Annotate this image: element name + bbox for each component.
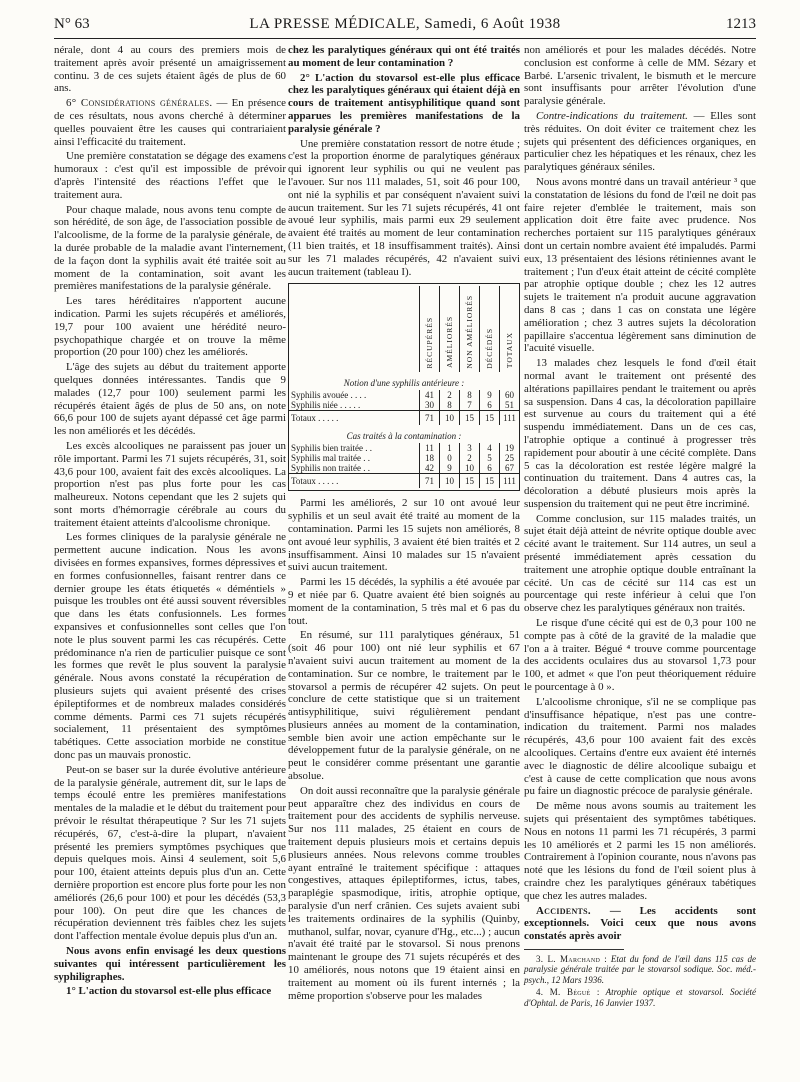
table-cell: 4	[480, 443, 500, 453]
paragraph: Pour chaque malade, nous avons tenu compte de son hérédité, de son âge, de l'association possible de l'alcoolisme, de la forme de la paralysie générale, de la durée probable de la maladie avant l'internement, de la façon dont la syphilis avait été traitée soit au moment de la contamination, soit avant les premières manifestations de la paralysie générale.	[54, 203, 286, 293]
table-cell: 10	[440, 411, 460, 426]
page-header	[54, 16, 756, 38]
table-cell: 5	[480, 453, 500, 463]
section-accidents	[524, 905, 756, 943]
table-cell: 15	[480, 411, 500, 426]
column-header: TOTAUX	[504, 332, 514, 369]
header-rule	[54, 38, 756, 39]
table-cell: 10	[460, 463, 480, 474]
table-cell: 71	[420, 474, 440, 489]
table-total-row	[289, 474, 519, 489]
table-cell: 67	[500, 463, 520, 474]
table-cell: 6	[480, 400, 500, 411]
paragraph: Les tares héréditaires n'apportent aucune indication. Parmi les sujets récupérés et améliorés, 19,7 pour 100 avaient une hérédité neuro-psychopathique chargée et on trouve la même proportion (20 pour 100) chez les améliorés.	[54, 295, 286, 359]
paragraph: Les formes cliniques de la paralysie générale ne permettent aucune indication. Nous les avons divisées en formes expansives, formes dépressives et en formes confusionnelles, faisant rentrer dans ce dernier groupe les états étiquetés « déméntiels » puisque les troubles ont été aussi souvent réversibles que dans les états confusionnels. Les formes expansives et confusionnelles sont celles que l'on note le plus souvent parmi les cas récupérés. Cette prédominance n'a rien de particulier puisque ce sont les formes que revêt le plus souvent la paralysie générale. Nous avons constaté la récupération de plusieurs sujets qui avaient présenté des crises épileptiformes et de nombreux malades considérés comme déments. Parmi ces 71 sujets récupérés socialement, 11 présentaient des symptômes tabétiques. Cette association morbide ne constitue donc pas un mauvais pronostic.	[54, 531, 286, 762]
row-label: Syphilis mal traitée . .	[291, 453, 370, 464]
paragraph: Les excès alcooliques ne paraissent pas jouer un rôle important. Parmi les 71 sujets récupérés, 31, soit 43,6 pour 100, avaient fait des excès alcooliques. La proportion n'est pas plus forte pour les cas malheureux. Notons cependant que les 2 sujets qui sont morts d'hémorragie cérébrale au cours du traitement étaient atteints d'alcoolisme chronique.	[54, 439, 286, 529]
footnote-4	[524, 987, 756, 1008]
section-contraindications	[524, 110, 756, 174]
row-label: Syphilis avouée . . . .	[291, 390, 367, 401]
paragraph: En résumé, sur 111 paralytiques généraux, 51 (soit 46 pour 100) ont nié leur syphilis et 67 n'avaient suivi aucun traitement au moment de la contamination. Sur ce nombre, le traitement par le stovarsol a permis de récupérer 42 sujets. On peut conclure de cette statistique que si un traitement antisyphilitique, suivi régulièrement pendant plusieurs années au moment de la contamination, semble bien avoir une action empêchante sur le développement futur de la paralysie générale, on ne peut le considérer comme présentant une garantie absolue.	[288, 629, 520, 783]
column-header: DÉCÉDÉS	[484, 327, 494, 369]
table-section-row	[289, 372, 519, 390]
paragraph: 1° L'action du stovarsol est-elle plus efficace	[66, 985, 272, 998]
row-label: Totaux . . . . .	[289, 474, 420, 489]
table-cell: 51	[500, 400, 520, 411]
paragraph: chez les paralytiques généraux qui ont été traités au moment de leur contamination ?	[288, 44, 520, 69]
table-cell: 15	[480, 474, 500, 489]
table-cell: 42	[420, 463, 440, 474]
table-cell: 15	[460, 411, 480, 426]
footnote-author: 4. M. Bégué :	[536, 987, 600, 998]
footnote-text: Etat du fond de l'œil dans 115 cas de paralysie générale traitée par le stovarsol sodique. Soc. méd.-psych., 12 Mars 1936.	[524, 953, 756, 985]
issue-number: N° 63	[54, 16, 90, 32]
table-row	[289, 400, 519, 411]
table-cell: 60	[500, 390, 520, 400]
table-cell: 9	[440, 463, 460, 474]
table-cell: 18	[420, 453, 440, 463]
page-number: 1213	[726, 16, 756, 32]
table-cell: 2	[460, 453, 480, 463]
paragraph: L'âge des sujets au début du traitement apporte quelques données intéressantes. Tandis que 9 malades (12,7 pour 100) seulement parmi les récupérés étaient âgés de plus de 50 ans, on note 66,6 pour 100 de sujets ayant dépassé cet âge parmi les non améliorés et les décédés.	[54, 361, 286, 438]
results-table	[288, 283, 520, 491]
footnote-text: Atrophie optique et stovarsol. Société d'Ophtal. de Paris, 16 Janvier 1937.	[524, 987, 756, 1008]
section-heading: Contre-indications du traitement.	[536, 109, 688, 122]
table-cell: 15	[460, 474, 480, 489]
table-cell: 3	[460, 443, 480, 453]
paragraph: 2° L'action du stovarsol est-elle plus efficace chez les paralytiques généraux qui étaient déjà en cours de traitement antisyphilitique quand sont apparues les premières manifestations de la paralysie générale ?	[288, 71, 520, 135]
paragraph: nérale, dont 4 au cours des premiers mois de traitement après avoir présenté un amaigrissement continu. 3 de ces sujets étaient âgés de plus de 60 ans.	[54, 44, 286, 95]
section-text: — Elles sont très réduites. On doit éviter ce traitement chez les sujets qui présentent des déficiences organiques, en particulier chez les hépatiques et les rénaux, chez les paralytiques généraux séniles.	[524, 109, 756, 174]
row-label: Totaux . . . . .	[289, 411, 420, 426]
paragraph: Nous avons enfin envisagé les deux questions suivantes qui intéressent particulièrement les syphiligraphes.	[54, 944, 286, 983]
journal-title: LA PRESSE MÉDICALE, Samedi, 6 Août 1938	[249, 16, 561, 32]
paragraph: De même nous avons soumis au traitement les sujets qui présentaient des symptômes tabétiques. Nous en notons 11 parmi les 71 récupérés, 3 parmi les 10 améliorés et 2 parmi les 15 non améliorés. Contrairement à l'opinion courante, nous n'avons pas noté que les lésions du fond de l'œil soient plus à craindre chez les paralytiques généraux tabétiques que chez les autres malades.	[524, 800, 756, 902]
table-section-title: Cas traités à la contamination :	[346, 431, 462, 442]
column-3	[524, 44, 756, 1010]
table-cell: 2	[440, 390, 460, 400]
table-cell: 41	[420, 390, 440, 400]
footnote-divider	[524, 949, 624, 950]
table-cell: 11	[420, 443, 440, 453]
table-cell: 6	[480, 463, 500, 474]
footnote-3	[524, 954, 756, 986]
section-text: — Les accidents sont exceptionnels. Voici ceux que nous avons constatés après avoir	[524, 904, 756, 943]
table-cell: 1	[440, 443, 460, 453]
row-label: Syphilis bien traitée . .	[291, 443, 372, 454]
table-cell: 9	[480, 390, 500, 400]
section-text: — En présence de ces résultats, nous avons cherché à déterminer quelles pouvaient être les causes qui contrariaient ainsi l'efficacité du traitement.	[54, 97, 286, 148]
table-header-row	[289, 286, 519, 372]
table-row	[289, 463, 519, 474]
paragraph: Une première constatation se dégage des examens humoraux : c'est qu'il est impossible de prévoir d'après l'intensité des réactions l'effet que le traitement aura.	[54, 150, 286, 201]
paragraph: Peut-on se baser sur la durée évolutive antérieure de la paralysie générale, autrement dit, sur le laps de temps écoulé entre les premières manifestations mentales de la maladie et le début du traitement pour prévoir le résultat thérapeutique ? Sur les 71 sujets récupérés, 67, c'est-à-dire la plupart, n'avaient présenté les premiers symptômes psychiques que depuis quelques mois. Ainsi 4 seulement, soit 5,6 pour 100, étaient atteints depuis plus d'un an. Cette dernière proportion est encore plus forte pour les non améliorés (26,6 pour 100) et pour les décédés (53,3 pour 100). On peut dire que les chances de récupération deviennent très faibles chez les sujets dont l'affection mentale évolue depuis plus d'un an.	[54, 763, 286, 943]
row-label: Syphilis non traitée . .	[291, 463, 370, 474]
column-2	[288, 44, 520, 1004]
paragraph: L'alcoolisme chronique, s'il ne se complique pas d'insuffisance hépatique, n'est pas une contre-indication du traitement. Parmi nos malades récupérés, 43,6 pour 100 avaient fait des excès alcooliques. Certains d'entre eux avaient été internés avec le diagnostic de délire alcoolique subaigu et c'est à cause de cette complication que nous avons pu faire un diagnostic précoce de paralysie générale.	[524, 695, 756, 798]
paragraph: Comme conclusion, sur 115 malades traités, un sujet était déjà atteint de névrite optique double avec cécité avant le traitement. Sur 114 autres, un seul a présenté immédiatement après cessation du traitement une atrophie optique double entraînant la cécité. Un cas de cécité sur 114 cas est un pourcentage qui reste inférieur à celui que l'on observe chez les paralytiques généraux non traités.	[524, 512, 756, 615]
column-1	[54, 44, 286, 1000]
column-header: RÉCUPÉRÉS	[424, 316, 434, 369]
section-heading: 6° Considérations générales.	[66, 97, 213, 110]
paragraph: non améliorés et pour les malades décédés. Notre conclusion est conforme à celle de MM. Sézary et Barbé. L'arsenic trivalent, le bismuth et le mercure sont insuffisants pour arrêter l'évolution d'une paralysie générale.	[524, 44, 756, 108]
column-header: AMÉLIORÉS	[444, 316, 454, 369]
table-row	[289, 390, 519, 400]
table-cell: 30	[420, 400, 440, 411]
table-cell: 7	[460, 400, 480, 411]
paragraph: On doit aussi reconnaître que la paralysie générale peut apparaître chez des individus en cours de traitement pour des accidents de syphilis nerveuse. Sur nos 111 malades, 25 étaient en cours de traitement depuis plusieurs mois et certains depuis plusieurs années. Nous relevons comme troubles ayant entraîné le traitement spécifique : attaques congestives, attaques épileptiformes, ictus, tabes, paraplégie spasmodique, iritis, atrophie optique, paralysie d'un nerf crânien. Ces sujets avaient subi les traitements ordinaires de la syphilis (Quinby, muthanol, sulfar, novar, cyanure d'Hg., etc...) ; aucun n'avait été traité par le stovarsol. Si nous prenons maintenant le groupe des 71 sujets récupérés et des 10 améliorés, nous notons que 19 étaient ainsi en traitement au moment où ils furent internés ; la même proportion s'observe pour les malades	[288, 784, 520, 1002]
table-cell: 8	[460, 390, 480, 400]
paragraph: Nous avons montré dans un travail antérieur ³ que la constatation de lésions du fond de l'œil ne doit pas faire rejeter d'emblée le traitement, mais son application doit être faite avec prudence. Nos recherches portaient sur 115 paralytiques généraux dont un certain nombre avaient été impaludés. Parmi eux, 13 présentaient des lésions rétiniennes avant le traitement ; l'un d'eux était atteint de cécité complète par atrophie optique double ; chez les 12 autres sujets le traitement n'a produit aucune aggravation dans 8 cas ; dans 1 cas on constata une légère amélioration ; chez 3 autres sujets la décoloration papillaire s'accentua légèrement sans diminution de l'acuité visuelle.	[524, 175, 756, 355]
table-cell: 25	[500, 453, 520, 463]
row-label: Syphilis niée . . . . .	[291, 400, 361, 411]
section-heading: Accidents.	[536, 904, 591, 917]
table-cell: 19	[500, 443, 520, 453]
section-general-considerations	[54, 97, 286, 148]
table-section-title: Notion d'une syphilis antérieure :	[343, 378, 465, 389]
column-header: NON AMÉLIORÉS	[464, 294, 474, 369]
paragraph: Parmi les 15 décédés, la syphilis a été avouée par 9 et niée par 6. Quatre avaient été bien soignés au moment de la contamination, 5 très mal et 6 pas du tout.	[288, 576, 520, 627]
table-cell: 0	[440, 453, 460, 463]
table-row	[289, 443, 519, 453]
table-cell: 111	[500, 411, 520, 426]
table-cell: 111	[500, 474, 520, 489]
paragraph: Parmi les améliorés, 2 sur 10 ont avoué leur syphilis et un seul avait été traité au moment de la contamination. Parmi les 15 sujets non améliorés, 8 ont avoué leur syphilis, 3 avaient été bien traités et 2 insuffisamment. Ainsi 10 malades sur 15 n'avaient suivi aucun traitement.	[288, 497, 520, 574]
table-cell: 10	[440, 474, 460, 489]
table-total-row	[289, 411, 519, 426]
paragraph: 13 malades chez lesquels le fond d'œil était normal avant le traitement ont présenté des altérations papillaires pendant le traitement ou après sa suspension. Dans 4 cas, la décoloration papillaire est survenue au cours du traitement qui a été suspendu immédiatement. Dans un de ces cas, l'atrophie optique a continué à progresser très rapidement pour aboutir à une cécité complète. Dans 5 cas la décoloration est restée légère malgré la continuation du traitement. Dans 4 autres cas, la décoloration a débuté plusieurs mois après la suspension du traitement qui ne peut être incriminé.	[524, 357, 756, 510]
table-cell: 8	[440, 400, 460, 411]
paragraph: Le risque d'une cécité qui est de 0,3 pour 100 ne compte pas à côté de la gravité de la maladie que l'on a à traiter. Bégué ⁴ trouve comme pourcentage des accidents oculaires dus au stovarsol 1,73 pour 100, et admet « que l'on peut théoriquement réduire le pourcentage à 0 ».	[524, 617, 756, 694]
table-section-row	[289, 425, 519, 443]
paragraph: Une première constatation ressort de notre étude ; c'est la proportion énorme de paralytiques généraux qui ignorent leur syphilis ou qui ne veulent pas l'avouer. Sur nos 111 malades, 51, soit 46 pour 100, ont nié la syphilis et par conséquent n'avaient suivi aucun traitement. Sur les 71 sujets récupérés, 41 ont avoué leur syphilis, mais parmi eux 29 seulement avaient été traités au moment de leur contamination (11 bien traités, et 18 insuffisamment traités). Ainsi sur les 71 malades récupérés, 42 n'avaient suivi aucun traitement (tableau I).	[288, 137, 520, 278]
footnote-author: 3. L. Marchand :	[536, 953, 608, 964]
table-row	[289, 453, 519, 463]
table-cell: 71	[420, 411, 440, 426]
